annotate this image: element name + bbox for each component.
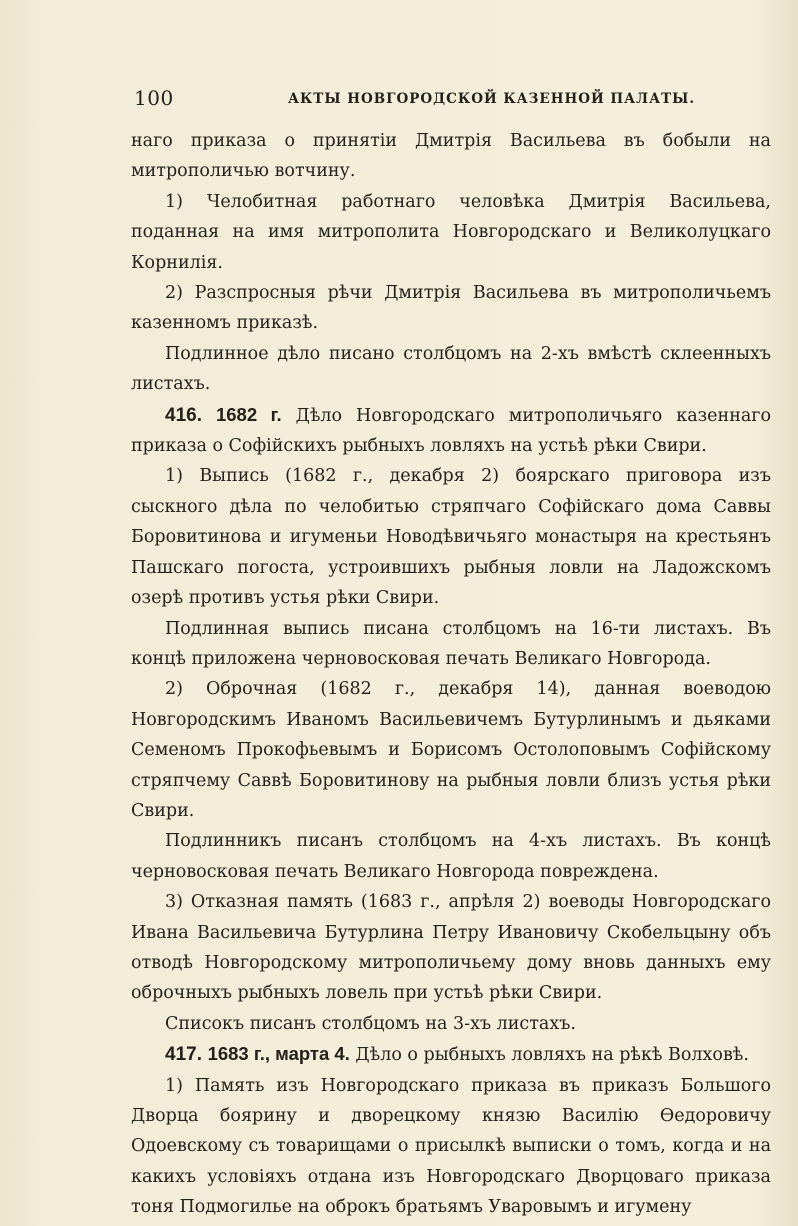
- paragraph: Подлинное дѣло писано столбцомъ на 2-хъ вмѣстѣ склеенныхъ листахъ.: [131, 343, 771, 395]
- paragraph: наго приказа о принятіи Дмитрія Васильева въ бобыли на митрополичью вотчину.: [131, 131, 771, 182]
- paragraph: 1) Память изъ Новгородскаго приказа въ приказъ Большого Дворца боярину и дворецкому князю Василію Өедоровичу Одоевскому съ товарищами о присылкѣ выписки о томъ, когда и на какихъ условіяхъ отдана изъ Новгородскаго Дворцоваго приказа тоня Подмогилье на оброкъ братьямъ Уваровымъ и игумену: [131, 1075, 771, 1218]
- entry-date: 1682 г.: [215, 403, 282, 425]
- entry-number: 417.: [165, 1044, 202, 1066]
- page-header: [128, 86, 768, 114]
- paragraph: 3) Отказная память (1683 г., апрѣля 2) воеводы Новгородскаго Ивана Васильевича Бутурлина Петру Ивановичу Скобельцыну объ отводѣ Новгородскому митрополичьему дому вновь данныхъ ему оброчныхъ рыбныхъ ловель при устьѣ рѣки Свири.: [131, 892, 771, 1004]
- entry-number: 416.: [165, 404, 202, 426]
- entry-heading: 417. 1683 г., марта 4. Дѣло о рыбныхъ ловляхъ на рѣкѣ Волховѣ.: [165, 1043, 749, 1066]
- paragraph: Подлинникъ писанъ столбцомъ на 4-хъ листахъ. Въ концѣ черновосковая печать Великаго Новгорода повреждена.: [131, 831, 771, 882]
- paragraph: Списокъ писанъ столбцомъ на 3-хъ листахъ.: [165, 1013, 576, 1034]
- running-head: АКТЫ НОВГОРОДСКОЙ КАЗЕННОЙ ПАЛАТЫ.: [288, 91, 696, 107]
- paragraph: 2) Разспросныя рѣчи Дмитрія Васильева въ митрополичьемъ казенномъ приказѣ.: [131, 283, 771, 334]
- body-text: [131, 126, 771, 1223]
- paragraph: 2) Оброчная (1682 г., декабря 14), данная воеводою Новгородскимъ Иваномъ Васильевичемъ Бутурлинымъ и дьяками Семеномъ Прокофьевымъ и Борисомъ Остолоповымъ Софійскому стряпчему Саввѣ Боровитинову на рыбныя ловли близъ устья рѣки Свири.: [131, 679, 771, 821]
- page-number: 100: [134, 86, 174, 110]
- paragraph: 1) Челобитная работнаго человѣка Дмитрія Васильева, поданная на имя митрополита Новгородскаго и Великолуцкаго Корнилія.: [131, 191, 771, 273]
- paragraph: 1) Выпись (1682 г., декабря 2) боярскаго приговора изъ сыскного дѣла по челобитью стряпчаго Софійскаго дома Саввы Боровитинова и игуменьи Новодѣвичьяго монастыря на крестьянъ Пашскаго погоста, устроившихъ рыбныя ловли на Ладожскомъ озерѣ противъ устья рѣки Свири.: [131, 466, 771, 609]
- entry-date: 1683 г., марта 4.: [207, 1043, 350, 1065]
- paragraph: Подлинная выпись писана столбцомъ на 16-ти листахъ. Въ концѣ приложена черновосковая печать Великаго Новгорода.: [131, 618, 771, 669]
- entry-heading: 416. 1682 г. Дѣло Новгородскаго митрополичьяго казеннаго приказа о Софійскихъ рыбныхъ ловляхъ на устьѣ рѣки Свири.: [131, 403, 771, 457]
